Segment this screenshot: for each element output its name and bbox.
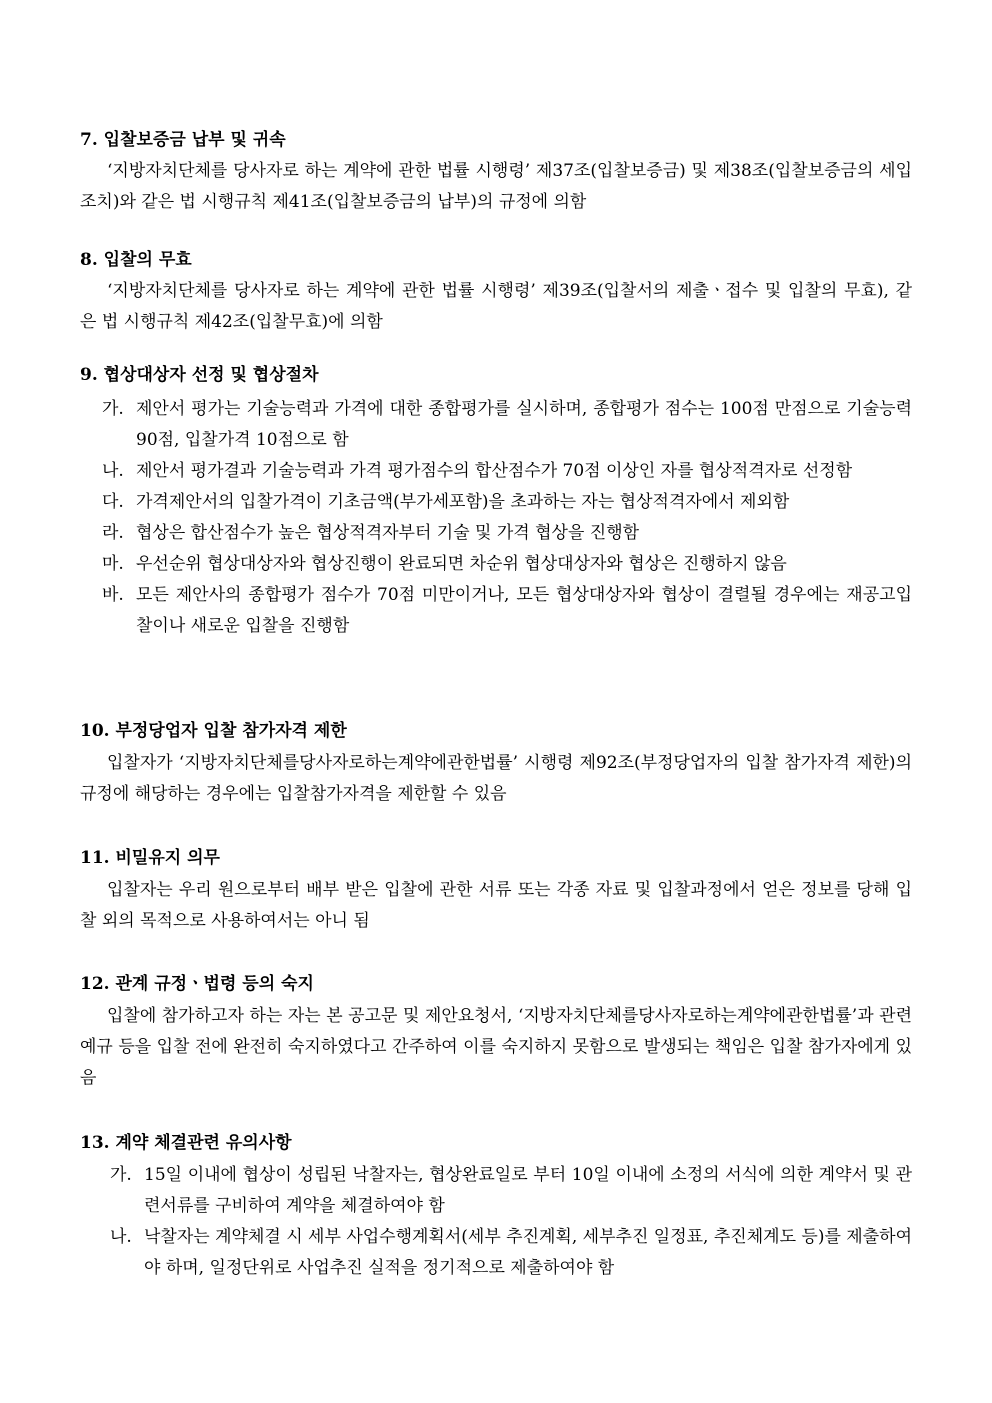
list-marker: 가.	[110, 1165, 132, 1185]
section-heading: 7. 입찰보증금 납부 및 귀속	[80, 130, 286, 150]
section-heading: 9. 협상대상자 선정 및 협상절차	[80, 365, 319, 385]
section-body: 입찰에 참가하고자 하는 자는 본 공고문 및 제안요청서, ‘지방자치단체를당사자로하는계약에관한법률’과 관련 예규 등을 입찰 전에 완전히 숙지하였다고 간주하여 이를 숙지하지 못함으로 발생되는 책임은 입찰 참가자에게 있음	[80, 1006, 912, 1088]
section-heading: 8. 입찰의 무효	[80, 250, 192, 270]
list-item	[80, 549, 912, 580]
list-item	[80, 487, 912, 518]
list-item-text: 모든 제안사의 종합평가 점수가 70점 미만이거나, 모든 협상대상자와 협상이 결렬될 경우에는 재공고입찰이나 새로운 입찰을 진행함	[136, 585, 912, 636]
list-marker: 가.	[102, 399, 124, 419]
list-item-text: 협상은 합산점수가 높은 협상적격자부터 기술 및 가격 협상을 진행함	[136, 523, 640, 543]
list-marker: 다.	[102, 492, 124, 512]
section-10	[80, 719, 912, 810]
list-marker: 나.	[110, 1227, 132, 1247]
list-item-text: 15일 이내에 협상이 성립된 낙찰자는, 협상완료일로 부터 10일 이내에 소정의 서식에 의한 계약서 및 관련서류를 구비하여 계약을 체결하여야 함	[144, 1165, 912, 1216]
section-heading: 12. 관계 규정ㆍ법령 등의 숙지	[80, 974, 314, 994]
section-13	[80, 1131, 912, 1284]
list-item	[80, 456, 912, 487]
section-body: ‘지방자치단체를 당사자로 하는 계약에 관한 법률 시행령’ 제39조(입찰서의 제출ㆍ접수 및 입찰의 무효), 같은 법 시행규칙 제42조(입찰무효)에 의함	[80, 281, 912, 332]
section-list	[80, 394, 912, 642]
list-marker: 나.	[102, 461, 124, 481]
section-heading: 11. 비밀유지 의무	[80, 848, 220, 868]
section-list	[80, 1160, 912, 1284]
list-item-text: 낙찰자는 계약체결 시 세부 사업수행계획서(세부 추진계획, 세부추진 일정표, 추진체계도 등)를 제출하여야 하며, 일정단위로 사업추진 실적을 정기적으로 제출하여야 함	[144, 1227, 912, 1278]
list-item-text: 제안서 평가는 기술능력과 가격에 대한 종합평가를 실시하며, 종합평가 점수는 100점 만점으로 기술능력 90점, 입찰가격 10점으로 함	[136, 399, 912, 450]
list-item	[80, 580, 912, 642]
section-body: ‘지방자치단체를 당사자로 하는 계약에 관한 법률 시행령’ 제37조(입찰보증금) 및 제38조(입찰보증금의 세입조치)와 같은 법 시행규칙 제41조(입찰보증금의 납부)의 규정에 의함	[80, 161, 912, 212]
section-heading: 13. 계약 체결관련 유의사항	[80, 1133, 292, 1153]
list-item	[80, 1160, 912, 1222]
section-8	[80, 248, 912, 338]
list-item	[80, 394, 912, 456]
list-item	[80, 518, 912, 549]
section-9	[80, 363, 912, 642]
list-item	[80, 1222, 912, 1284]
list-marker: 바.	[102, 585, 124, 605]
list-marker: 라.	[102, 523, 124, 543]
list-item-text: 우선순위 협상대상자와 협상진행이 완료되면 차순위 협상대상자와 협상은 진행하지 않음	[136, 554, 787, 574]
list-item-text: 제안서 평가결과 기술능력과 가격 평가점수의 합산점수가 70점 이상인 자를 협상적격자로 선정함	[136, 461, 853, 481]
list-item-text: 가격제안서의 입찰가격이 기초금액(부가세포함)을 초과하는 자는 협상적격자에서 제외함	[136, 492, 790, 512]
section-7	[80, 128, 912, 218]
section-body: 입찰자가 ‘지방자치단체를당사자로하는계약에관한법률’ 시행령 제92조(부정당업자의 입찰 참가자격 제한)의 규정에 해당하는 경우에는 입찰참가자격을 제한할 수 있음	[80, 753, 912, 804]
section-11	[80, 846, 912, 937]
section-heading: 10. 부정당업자 입찰 참가자격 제한	[80, 721, 347, 741]
list-marker: 마.	[102, 554, 124, 574]
section-12	[80, 972, 912, 1094]
section-body: 입찰자는 우리 원으로부터 배부 받은 입찰에 관한 서류 또는 각종 자료 및 입찰과정에서 얻은 정보를 당해 입찰 외의 목적으로 사용하여서는 아니 됨	[80, 880, 912, 931]
